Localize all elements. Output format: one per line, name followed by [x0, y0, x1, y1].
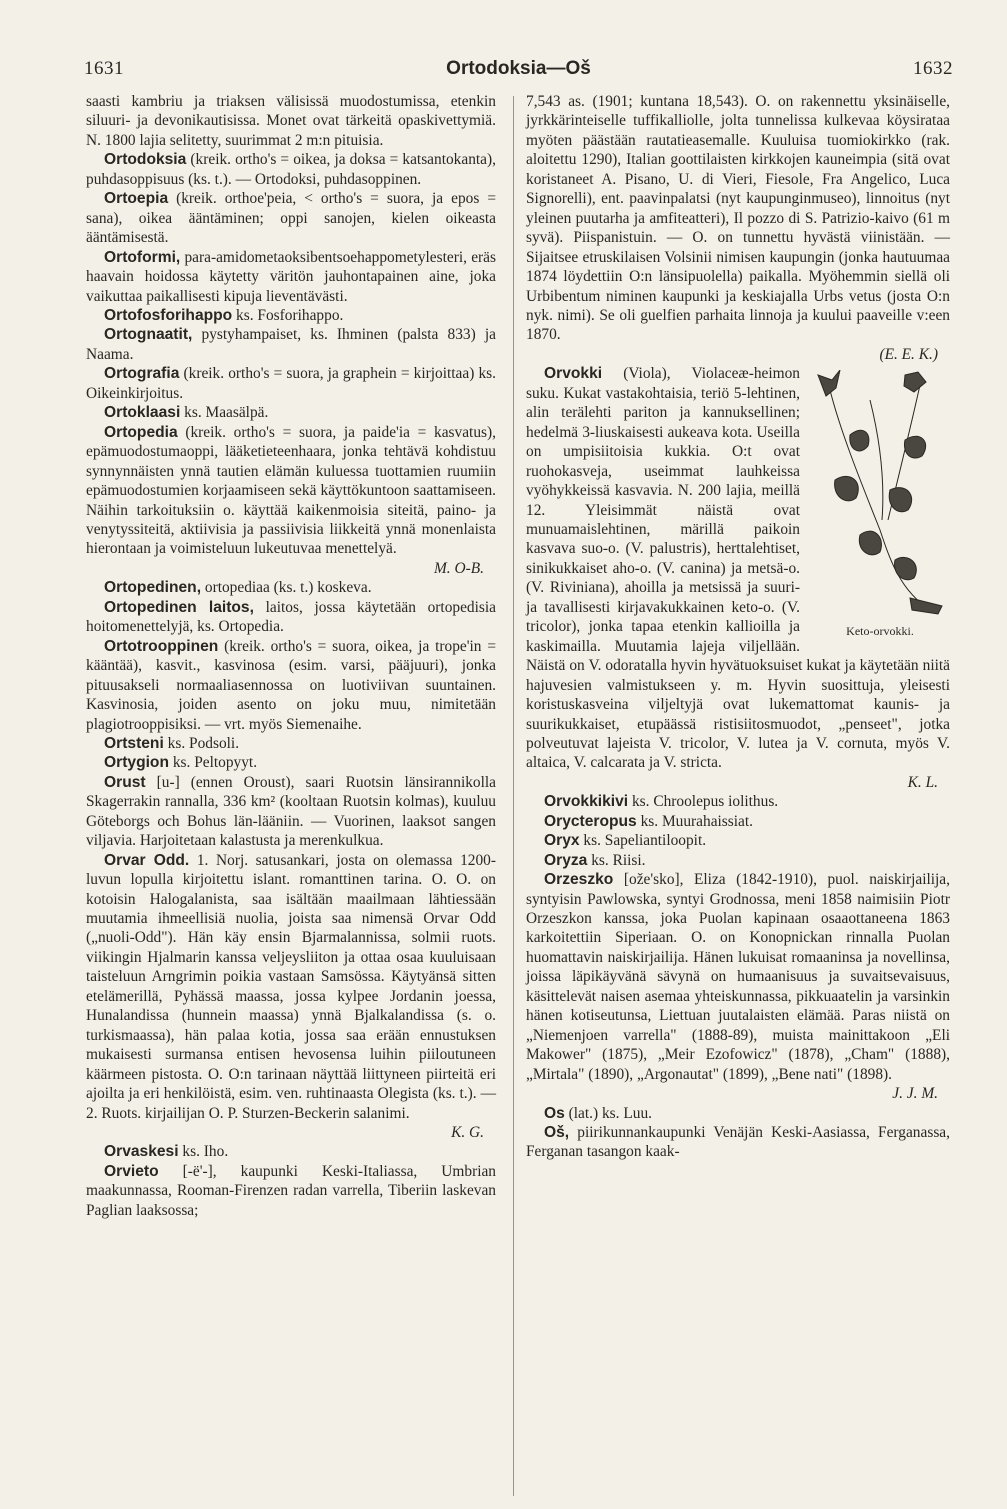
entry-text: pystyhampaiset, ks. Ihminen (palsta 833) ja Naama. — [86, 326, 496, 363]
entry-headword: Orvaskesi — [104, 1143, 179, 1161]
entry-text: ks. Iho. — [178, 1143, 229, 1161]
entry-headword: Ortotrooppinen — [104, 637, 219, 655]
article-entry — [526, 851, 950, 870]
article-entry — [86, 92, 496, 150]
entry-headword: Oryza — [544, 851, 588, 869]
entry-text: ks. Sapeliantiloopit. — [579, 832, 707, 850]
entry-text: [-ë'-], kaupunki Keski-Italiassa, Umbrian maakunnassa, Rooman-Firenzen radan varrella, Tiberiin laskevan Paglian laaksossa; — [86, 1162, 496, 1219]
entry-text: ks. Riisi. — [587, 851, 646, 869]
article-entry — [86, 306, 496, 325]
entry-headword: Ortofosforihappo — [104, 306, 233, 324]
article-entry — [86, 637, 496, 734]
right-page-number: 1632 — [913, 58, 953, 79]
figure-caption: Keto-orvokki. — [846, 624, 914, 639]
entry-headword: Orvokki — [544, 365, 603, 383]
article-entry — [86, 851, 496, 1123]
article-entry — [86, 403, 496, 422]
entry-text: 1. Norj. satusankari, josta on olemassa 1200-luvun lopulla kirjoitettu islant. romanttinen tarina. O. O. on kotoisin Halogalanista, saa isältään maailmaan lähtiessään muutamia ihmeellisiä nuolia, joista saa nimensä Orvar Odd („nuoli-Odd"). Hän käy ensin Bjarmalannissa, solmii ruots. viikingin Hjalmarin kanssa veljeysliiton ja ottaa osaa kuuluisaan taisteluun Arngrimin poikia vastaan Samsössa. Käytyänsä sitten etelämerillä, Pyhässä maassa, jossa kylpee Jordanin joessa, Hunalandissa (hunnein maassa) ynnä Bjalkalandissa (s. o. turkismaassa), hän palaa kotia, jossa saa erään ennustuksen mukaisesti surmansa entisen hevosensa luihin piiloutuneen käärmeen pistosta. O. O:n tarinaan näyttää liittyneen piirteitä eri ajoilta ja eri henkilöistä, esim. ven. ruhtinaasta Olegista (ks. t.). — 2. Ruots. kirjailijan O. P. Sturzen-Beckerin salanimi. — [86, 851, 496, 1122]
entry-headword: Ortsteni — [104, 734, 164, 752]
entry-headword: Orvar Odd. — [104, 851, 190, 869]
article-entry — [526, 812, 950, 831]
entry-text: ks. Maasälpä. — [180, 404, 269, 422]
entry-text: ortopediaa (ks. t.) koskeva. — [201, 579, 372, 597]
entry-headword: Ortografia — [104, 365, 180, 383]
author-signature: J. J. M. — [892, 1085, 938, 1103]
entry-headword: Ortoklaasi — [104, 404, 181, 422]
entry-headword: Ortoformi, — [104, 248, 181, 266]
entry-headword: Ortygion — [104, 754, 169, 772]
entry-text: saasti kambriu ja triaksen välisissä muodostumissa, etenkin siluuri- ja devonikautisissa. Monet ovat tärkeitä opaskivettymiä. N. 1800 lajia selitetty, suurimmat 2 m:n pituisia. — [86, 93, 496, 149]
entry-headword: Orzeszko — [544, 871, 614, 889]
column-divider — [513, 96, 514, 1496]
running-title: Ortodoksia—Oš — [446, 58, 591, 79]
entry-headword: Ortopedinen laitos, — [104, 598, 254, 616]
article-entry — [526, 1123, 950, 1162]
left-page-number: 1631 — [84, 58, 124, 79]
entry-text: piirikunnankaupunki Venäjän Keski-Aasiassa, Ferganassa, Ferganan tasangon kaak- — [526, 1124, 950, 1161]
article-entry — [86, 325, 496, 364]
left-column — [86, 92, 496, 1220]
article-entry — [86, 1142, 496, 1161]
entry-text: 7,543 as. (1901; kuntana 18,543). O. on rakennettu yksinäiselle, jyrkkärinteiselle tuffikalliolle, jolta tunnelissa kulkevaa köysirataa myöten päästään rautatieasemalle. Kuuluisa tuomiokirkko (rak. aloitettu 1290), Italian goottilaisten kirkkojen kauneimpia (sitä ovat koristaneet A. Pisano, U. di Vieri, Fiesole, Fra Angelico, Luca Signorelli), ent. paavinpalatsi (nyt kaupunginmuseo), linnoitus (nyt yleinen puutarha ja amfiteatteri), Il pozzo di S. Patrizio-kaivo (61 m syvä). Piispanistuin. — O. on tunnettu hyvästä viinistään. — Sijaitsee etruskilaisen Volsinii nimisen kaupungin (jonka hautuumaa 1874 löydettiin O:n länsipuolella) paikalla. Myöhemmin siellä oli Urbibentum niminen kaupunki ja keskiajalla Urbs vetus (josta O:n nyk. nimi). Se oli guelfien parhaita linnoja ja kuului paaveille v:een 1870. — [526, 93, 950, 344]
article-entry — [86, 248, 496, 306]
right-column — [526, 92, 950, 1162]
article-entry — [86, 734, 496, 753]
article-entry — [86, 578, 496, 597]
entry-headword: Ortodoksia — [104, 151, 187, 169]
entry-headword: Orust — [104, 773, 146, 791]
article-entry — [526, 792, 950, 811]
entry-text: [ože'sko], Eliza (1842-1910), puol. naiskirjailija, syntyisin Pawlowska, syntyi Grodnossa, meni 1858 naimisiin Piotr Orzeszkon kanssa, joka Puolan kapinaan osaaottaneena 1863 karkoitettiin Siperiaan. O. on Konopnickan rinnalla Puolan huomattavin naiskirjailija. Hänen lukuisat romaaninsa ja novellinsa, joissa läpikäyvänä sävynä on humaanisuus ja suvaitsevaisuus, käsittelevät naisen asemaa yhteiskunnassa, pikkuaatelin ja varsinkin hänen kotiseutunsa, Liettuan juutalaisten elämää. Paras niistä on „Niemenjoen varrella" (1888-89), muista mainittakoon „Eli Makower" (1875), „Meir Ezofowicz" (1878), „Cham" (1888), „Mirtala" (1890), „Argonautat" (1899), „Bene nati" (1898). — [526, 871, 950, 1083]
violet-illustration — [810, 370, 950, 642]
entry-text: para-amidometaoksibentsoehappometylesteri, eräs haavain hoidossa käytetty väritön jauhontapainen aine, joka vaikuttaa paikallisesti kipuja lieventävästi. — [86, 248, 496, 305]
entry-headword: Ortopedinen, — [104, 579, 202, 597]
article-entry — [526, 92, 950, 345]
article-entry — [86, 189, 496, 247]
entry-text: laitos, jossa käytetään ortopedisia hoitomenettelyjä, ks. Ortopedia. — [86, 598, 496, 636]
author-signature: K. L. — [907, 773, 938, 791]
entry-text: ks. Podsoli. — [163, 734, 240, 752]
article-entry — [86, 150, 496, 189]
author-signature: M. O-B. — [433, 559, 484, 577]
entry-headword: Oš, — [544, 1124, 570, 1142]
article-entry — [86, 364, 496, 403]
author-signature: (E. E. K.) — [879, 345, 938, 363]
entry-text: (kreik. orthoe'peia, < ortho's = suora, ja epos = sana), oikea ääntäminen; oppi sanojen, kielen oikeasta ääntämisestä. — [86, 190, 496, 247]
entry-text: (kreik. ortho's = suora, oikea, ja trope'in = kääntää), kasvit., kasvinosa (esim. varsi, pääjuuri), jonka pituusakseli normaaliasennossa on luotiviivan suuntainen. Kasvinosia, joiden asento on joku muu, nimitetään plagiotrooppisiksi. — vrt. myös Siemenaihe. — [86, 637, 496, 733]
page-header — [84, 58, 953, 84]
entry-text: [u-] (ennen Oroust), saari Ruotsin länsirannikolla Skagerrakin rannalla, 336 km² (kooltaan Ruotsin kolmas), kuuluu Göteborgs och Bohus län-lääniin. — Vuorinen, laaksot sangen viljavia. Harjoitetaan kalastusta ja merenkulkua. — [86, 773, 496, 850]
entry-headword: Ortopedia — [104, 423, 178, 441]
article-entry — [86, 773, 496, 851]
article-entry — [526, 870, 950, 1084]
article-entry — [526, 1104, 950, 1123]
article-entry — [86, 753, 496, 772]
entry-text: (lat.) ks. Luu. — [564, 1104, 653, 1122]
entry-text: ks. Peltopyyt. — [168, 754, 258, 772]
entry-text: ks. Chroolepus iolithus. — [628, 793, 779, 811]
article-entry — [86, 1162, 496, 1220]
violet-plant-drawing — [810, 370, 950, 620]
entry-text: (kreik. ortho's = suora, ja graphein = kirjoittaa) ks. Oikeinkirjoitus. — [86, 365, 496, 402]
entry-headword: Ortoepia — [104, 190, 169, 208]
entry-text: ks. Fosforihappo. — [232, 306, 344, 324]
entry-headword: Os — [544, 1104, 565, 1122]
entry-headword: Orvieto — [104, 1162, 159, 1180]
article-entry — [86, 598, 496, 637]
article-entry — [86, 423, 496, 559]
article-entry — [526, 831, 950, 850]
author-signature: K. G. — [451, 1124, 484, 1142]
entry-text: (kreik. ortho's = suora, ja paide'ia = kasvatus), epämuodostumaoppi, lääketieteenhaara, jonka tehtävä kohdistuu synnynnäisten ynnä tautien elämän kuluessa tuottamien ruumiin epämuodostumien korjaamiseen sekä käyttökuntoon saattamiseen. Näihin tarkoituksiin o. käyttää kaikenmoisia siteitä, paino- ja venytyssiteitä, aktiivisia ja passiivisia liikkeitä ynnä monenlaista hierontaan ja voimisteluun lukeutuvaa menettelyä. — [86, 423, 496, 558]
entry-text: ks. Muurahaissiat. — [636, 812, 754, 830]
entry-headword: Orvokkikivi — [544, 793, 629, 811]
entry-headword: Ortognaatit, — [104, 326, 193, 344]
entry-text: (Viola), Violaceæ-heimon suku. Kukat vastakohtaisia, teriö 5-lehtinen, alin terälehti pariton ja kannuksellinen; hedelmä 3-liuskaisesti aukeava kota. Useilla on umpisiitoisia kukkia. O:t ovat ruohokasveja, useimmat lauhkeissa vyöhykkeissä kasvavia. N. 200 lajia, meillä 12. Yleisimmät näistä ovat munuamaislehtinen, märillä paikoin kasvava suo-o. (V. palustris), herttalehtiset, sinikukkaiset aho-o. (V. canina) ja metsä-o. (V. Riviniana), ahoilla ja metsissä ja suuri- ja tavallisesti kirjavakukkainen keto-o. (V. tricolor), jonka tapaa etenkin kallioilla ja kaskimailla. Muutamia lajeja viljellään. Näistä on V. odoratalla hyvin hyvätuoksuiset kukat ja käytetään niitä hajuvesien valmistukseen y. m. Hyvin suosittuja, yleisesti koristuskasveina viljeltyjä ovat lukemattomat kaunis- ja suurikukkaiset, etupäässä ristisiitosmuodot, „penseet", jotka polveutuvat lajeista V. tricolor, V. lutea ja V. cornuta, myös V. altaica, V. calcarata ja V. stricta. — [526, 365, 950, 772]
entry-headword: Oryx — [544, 832, 580, 850]
entry-headword: Orycteropus — [544, 812, 637, 830]
entry-text: (kreik. ortho's = oikea, ja doksa = katsantokanta), puhdasoppisuus (ks. t.). — Ortodoksi, puhdasoppinen. — [86, 151, 496, 188]
